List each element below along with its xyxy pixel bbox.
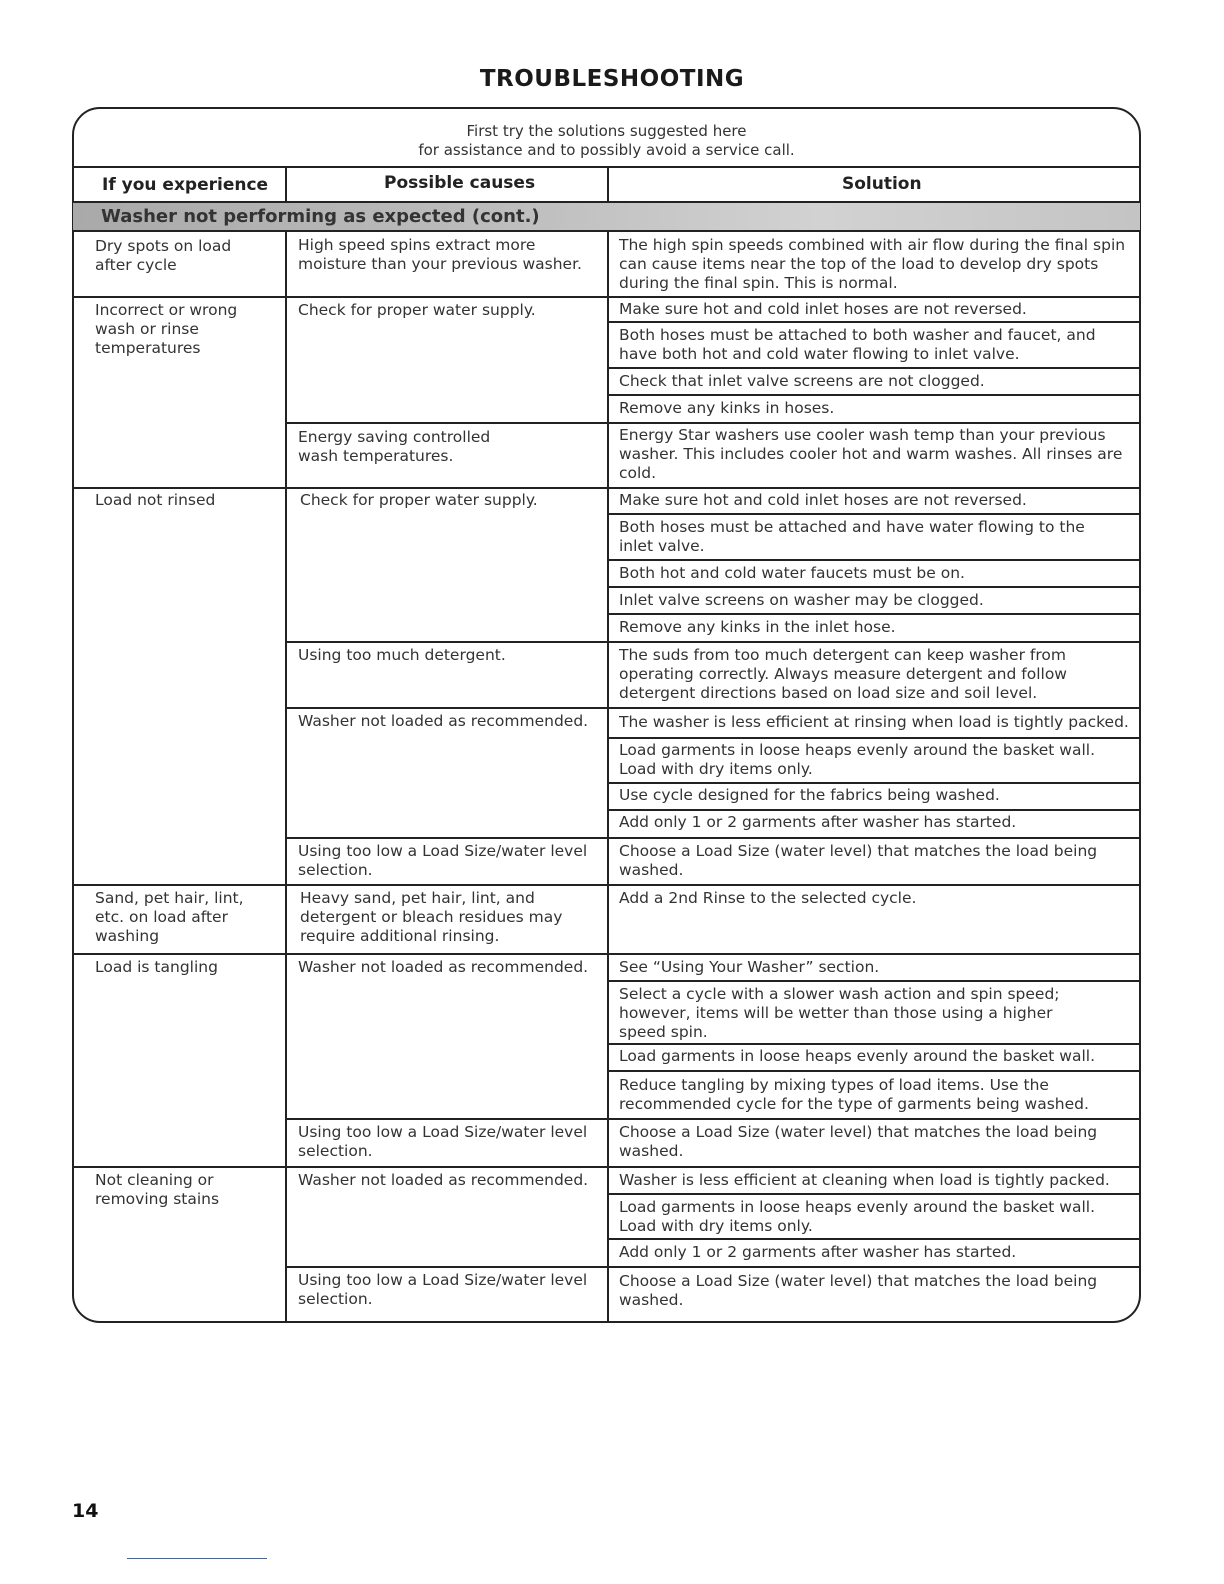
solution-cell: The washer is less efficient at rinsing when load is tightly packed. bbox=[619, 713, 1129, 731]
solution-divider bbox=[608, 586, 1140, 588]
solution-cell: Choose a Load Size (water level) that matches the load being washed. bbox=[619, 842, 1098, 879]
solution-divider bbox=[608, 1070, 1140, 1072]
experience-cell: Incorrect or wrong wash or rinse temperatures bbox=[95, 301, 238, 357]
solution-cell: Add only 1 or 2 garments after washer has started. bbox=[619, 1243, 1017, 1261]
cause-cell: Using too much detergent. bbox=[298, 646, 506, 664]
experience-cell: Not cleaning or removing stains bbox=[95, 1171, 220, 1208]
page-number: 14 bbox=[72, 1500, 99, 1522]
solution-cell: Make sure hot and cold inlet hoses are not reversed. bbox=[619, 300, 1027, 318]
row-divider bbox=[73, 296, 1140, 298]
page-title: TROUBLESHOOTING bbox=[479, 66, 745, 92]
header-causes: Possible causes bbox=[384, 173, 536, 193]
cause-divider bbox=[286, 422, 1140, 424]
experience-cell: Sand, pet hair, lint, etc. on load after washing bbox=[95, 889, 244, 945]
cause-cell: Energy saving controlled wash temperatures. bbox=[298, 428, 491, 465]
solution-divider bbox=[608, 321, 1140, 323]
solution-divider bbox=[608, 559, 1140, 561]
cause-divider bbox=[286, 1266, 1140, 1268]
footer-rule bbox=[127, 1558, 267, 1559]
cause-cell: Washer not loaded as recommended. bbox=[298, 712, 589, 730]
solution-cell: Use cycle designed for the fabrics being washed. bbox=[619, 786, 1000, 804]
solution-cell: Add a 2nd Rinse to the selected cycle. bbox=[619, 889, 917, 907]
solution-cell: Remove any kinks in hoses. bbox=[619, 399, 835, 417]
solution-cell: Energy Star washers use cooler wash temp than your previous washer. This includes cooler hot and warm washes. All rinses are cold. bbox=[619, 426, 1123, 482]
row-divider bbox=[73, 1166, 1140, 1168]
cause-cell: Using too low a Load Size/water level selection. bbox=[298, 842, 588, 879]
solution-divider bbox=[608, 513, 1140, 515]
solution-cell: Washer is less efficient at cleaning when load is tightly packed. bbox=[619, 1171, 1110, 1189]
solution-cell: Both hot and cold water faucets must be on. bbox=[619, 564, 965, 582]
cause-cell: Check for proper water supply. bbox=[300, 491, 538, 509]
solution-cell: Check that inlet valve screens are not clogged. bbox=[619, 372, 985, 390]
header-experience: If you experience bbox=[102, 175, 269, 195]
solution-divider bbox=[608, 737, 1140, 739]
row-divider bbox=[73, 487, 1140, 489]
cause-cell: Using too low a Load Size/water level selection. bbox=[298, 1123, 588, 1160]
solution-cell: Select a cycle with a slower wash action and spin speed; however, items will be wetter than those using a higher speed spin. bbox=[619, 985, 1060, 1041]
solution-cell: The high spin speeds combined with air flow during the final spin can cause items near the top of the load to develop dry spots during the final spin. This is normal. bbox=[619, 236, 1126, 292]
cause-divider bbox=[286, 707, 1140, 709]
solution-cell: See “Using Your Washer” section. bbox=[619, 958, 880, 976]
solution-cell: Reduce tangling by mixing types of load items. Use the recommended cycle for the type of garments being washed. bbox=[619, 1076, 1089, 1113]
cause-divider bbox=[286, 1118, 1140, 1120]
solution-divider bbox=[608, 782, 1140, 784]
solution-cell: Remove any kinks in the inlet hose. bbox=[619, 618, 896, 636]
solution-cell: Choose a Load Size (water level) that matches the load being washed. bbox=[619, 1123, 1098, 1160]
intro-line: for assistance and to possibly avoid a service call. bbox=[418, 141, 795, 159]
solution-cell: Make sure hot and cold inlet hoses are not reversed. bbox=[619, 491, 1027, 509]
solution-cell: Load garments in loose heaps evenly around the basket wall. Load with dry items only. bbox=[619, 741, 1096, 778]
intro-line: First try the solutions suggested here bbox=[466, 122, 747, 140]
solution-divider bbox=[608, 1238, 1140, 1240]
solution-cell: The suds from too much detergent can keep washer from operating correctly. Always measure detergent and follow detergent directions based on load size and soil level. bbox=[619, 646, 1067, 702]
section-banner-title: Washer not performing as expected (cont.) bbox=[101, 206, 540, 227]
cause-cell: Washer not loaded as recommended. bbox=[298, 958, 589, 976]
solution-divider bbox=[608, 1193, 1140, 1195]
cause-cell: Washer not loaded as recommended. bbox=[298, 1171, 589, 1189]
column-divider bbox=[285, 231, 287, 1322]
experience-cell: Load not rinsed bbox=[95, 491, 216, 509]
header-solution: Solution bbox=[842, 174, 922, 194]
cause-divider bbox=[286, 837, 1140, 839]
solution-cell: Load garments in loose heaps evenly around the basket wall. Load with dry items only. bbox=[619, 1198, 1096, 1235]
solution-divider bbox=[608, 394, 1140, 396]
solution-cell: Both hoses must be attached to both washer and faucet, and have both hot and cold water flowing to inlet valve. bbox=[619, 326, 1096, 363]
cause-cell: Heavy sand, pet hair, lint, and detergent or bleach residues may require additional rinsing. bbox=[300, 889, 563, 945]
solution-cell: Choose a Load Size (water level) that matches the load being washed. bbox=[619, 1272, 1098, 1309]
experience-cell: Dry spots on load after cycle bbox=[95, 237, 232, 274]
header-divider bbox=[285, 167, 287, 202]
cause-divider bbox=[286, 641, 1140, 643]
solution-divider bbox=[608, 367, 1140, 369]
cause-cell: High speed spins extract more moisture than your previous washer. bbox=[298, 236, 582, 273]
row-divider bbox=[73, 953, 1140, 955]
solution-cell: Load garments in loose heaps evenly around the basket wall. bbox=[619, 1047, 1096, 1065]
solution-cell: Add only 1 or 2 garments after washer has started. bbox=[619, 813, 1017, 831]
row-divider bbox=[73, 884, 1140, 886]
solution-divider bbox=[608, 613, 1140, 615]
cause-cell: Using too low a Load Size/water level selection. bbox=[298, 1271, 588, 1308]
intro-text bbox=[74, 122, 1139, 160]
solution-cell: Inlet valve screens on washer may be clogged. bbox=[619, 591, 984, 609]
solution-divider bbox=[608, 809, 1140, 811]
cause-cell: Check for proper water supply. bbox=[298, 301, 536, 319]
solution-divider bbox=[608, 980, 1140, 982]
solution-divider bbox=[608, 1043, 1140, 1045]
experience-cell: Load is tangling bbox=[95, 958, 218, 976]
header-divider bbox=[607, 167, 609, 202]
solution-cell: Both hoses must be attached and have water flowing to the inlet valve. bbox=[619, 518, 1085, 555]
